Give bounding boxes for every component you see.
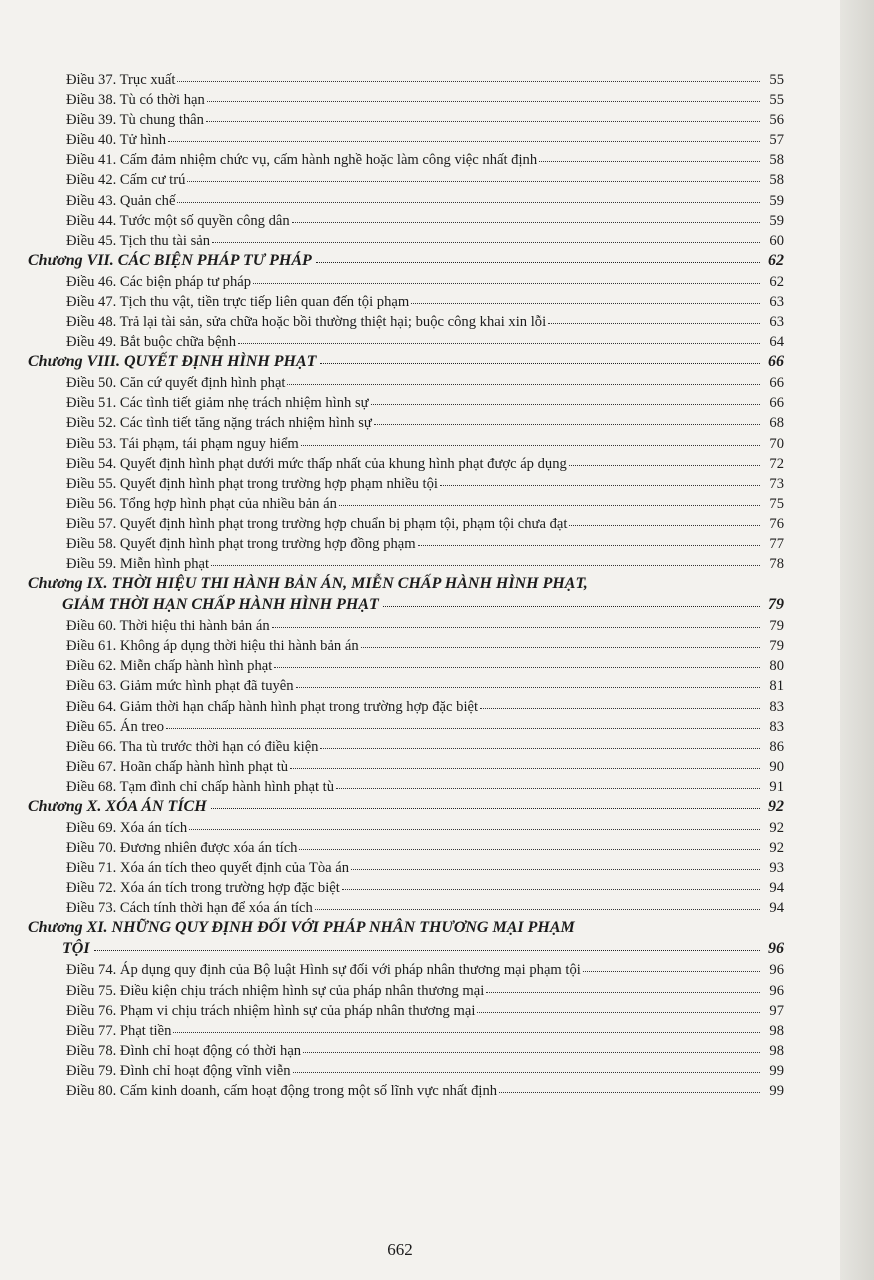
dot-leader [94, 950, 760, 951]
toc-entry[interactable] [28, 110, 784, 130]
toc-entry-label: Điều 79. Đình chỉ hoạt động vĩnh viễn [66, 1062, 291, 1079]
toc-entry-page: 66 [769, 395, 784, 412]
toc-entry-label: Điều 39. Tù chung thân [66, 112, 204, 129]
chapter-title: Chương VIII. QUYẾT ĐỊNH HÌNH PHẠT [28, 353, 317, 371]
chapter-title: Chương XI. NHỮNG QUY ĐỊNH ĐỐI VỚI PHÁP NHÂN THƯƠNG MẠI PHẠM [28, 919, 575, 937]
toc-entry-label: Điều 47. Tịch thu vật, tiền trực tiếp liên quan đến tội phạm [66, 293, 410, 310]
toc-entry-page: 79 [769, 618, 784, 635]
toc-entry[interactable] [28, 1041, 784, 1061]
toc-entry-page: 62 [769, 273, 784, 290]
toc-entry-label: Điều 67. Hoãn chấp hành hình phạt tù [66, 758, 289, 775]
toc-entry[interactable] [28, 1001, 784, 1021]
toc-chapter-9[interactable] [28, 574, 784, 616]
toc-entry-page: 60 [769, 232, 784, 249]
dot-leader [440, 485, 760, 486]
dot-leader [292, 222, 760, 223]
toc-entry[interactable] [28, 838, 784, 858]
dot-leader [342, 889, 760, 890]
toc-entry[interactable] [28, 150, 784, 170]
toc-entry[interactable] [28, 332, 784, 352]
dot-leader [418, 545, 760, 546]
toc-entry[interactable] [28, 292, 784, 312]
toc-entry-page: 98 [769, 1022, 784, 1039]
dot-leader [336, 788, 760, 789]
toc-entry-page: 75 [769, 495, 784, 512]
toc-entry-label: Điều 51. Các tình tiết giảm nhẹ trách nhiệm hình sự [66, 395, 369, 412]
toc-entry-page: 99 [769, 1062, 784, 1079]
toc-entry-page: 68 [769, 415, 784, 432]
toc-chapter-8[interactable] [28, 352, 784, 373]
toc-group-d [28, 616, 784, 797]
dot-leader [173, 1032, 760, 1033]
toc-entry-page: 80 [769, 658, 784, 675]
toc-entry[interactable] [28, 1081, 784, 1101]
toc-group-e [28, 818, 784, 918]
toc-entry-label: Điều 61. Không áp dụng thời hiệu thi hành bản án [66, 638, 359, 655]
dot-leader [187, 181, 760, 182]
toc-entry[interactable] [28, 858, 784, 878]
toc-entry[interactable] [28, 534, 784, 554]
dot-leader [371, 404, 760, 405]
toc-entry[interactable] [28, 494, 784, 514]
toc-entry-page: 86 [769, 738, 784, 755]
toc-group-a [28, 70, 784, 251]
dot-leader [206, 121, 760, 122]
toc-entry-label: Điều 49. Bắt buộc chữa bệnh [66, 334, 237, 351]
toc-entry[interactable] [28, 90, 784, 110]
toc-entry-label: Điều 57. Quyết định hình phạt trong trường hợp chuẩn bị phạm tội, phạm tội chưa đạt [66, 515, 568, 532]
toc-entry[interactable] [28, 777, 784, 797]
dot-leader [299, 849, 760, 850]
dot-leader [320, 748, 760, 749]
toc-entry-page: 96 [769, 962, 784, 979]
toc-entry-page: 73 [769, 475, 784, 492]
dot-leader [293, 1072, 760, 1073]
dot-leader [296, 687, 760, 688]
dot-leader [315, 909, 760, 910]
toc-entry-page: 63 [769, 314, 784, 331]
toc-chapter-10[interactable] [28, 797, 784, 818]
dot-leader [290, 768, 760, 769]
toc-entry-page: 92 [769, 820, 784, 836]
toc-entry-page: 83 [769, 698, 784, 715]
toc-entry[interactable] [28, 514, 784, 534]
dot-leader [583, 971, 760, 972]
dot-leader [207, 101, 760, 102]
toc-entry[interactable] [28, 70, 784, 90]
toc-entry-label: Điều 43. Quản chế [66, 192, 176, 209]
toc-entry[interactable] [28, 413, 784, 433]
toc-entry-label: Điều 60. Thời hiệu thi hành bản án [66, 618, 270, 635]
toc-entry-label: Điều 64. Giảm thời hạn chấp hành hình phạt trong trường hợp đặc biệt [66, 698, 479, 715]
toc-entry-page: 63 [769, 293, 784, 310]
toc-entry-page: 79 [769, 638, 784, 655]
toc-entry-label: Điều 41. Cấm đảm nhiệm chức vụ, cấm hành nghề hoặc làm công việc nhất định [66, 152, 538, 169]
toc-entry[interactable] [28, 1021, 784, 1041]
toc-entry[interactable] [28, 191, 784, 211]
toc-entry-label: Điều 68. Tạm đình chỉ chấp hành hình phạt tù [66, 778, 335, 795]
dot-leader [177, 81, 760, 82]
toc-entry[interactable] [28, 231, 784, 251]
toc-entry-page: 97 [769, 1002, 784, 1019]
toc-entry-label: Điều 75. Điều kiện chịu trách nhiệm hình sự của pháp nhân thương mại [66, 982, 485, 999]
toc-entry[interactable] [28, 898, 784, 918]
toc-chapter-11[interactable] [28, 918, 784, 960]
toc-entry-page: 76 [769, 515, 784, 532]
toc-entry[interactable] [28, 636, 784, 656]
toc-entry-page: 57 [769, 132, 784, 149]
dot-leader [374, 424, 760, 425]
toc-entry-label: Điều 65. Án treo [66, 718, 165, 735]
toc-group-b [28, 272, 784, 352]
toc-entry-page: 98 [769, 1042, 784, 1059]
toc-entry[interactable] [28, 130, 784, 150]
toc-entry-label: Điều 54. Quyết định hình phạt dưới mức thấp nhất của khung hình phạt được áp dụng [66, 455, 567, 472]
toc-entry-page: 78 [769, 556, 784, 573]
dot-leader [411, 303, 760, 304]
toc-entry[interactable] [28, 1061, 784, 1081]
toc-entry-label: Điều 74. Áp dụng quy định của Bộ luật Hình sự đối với pháp nhân thương mại phạm tội [66, 962, 581, 979]
dot-leader [351, 869, 760, 870]
dot-leader [274, 667, 760, 668]
toc-entry[interactable] [28, 454, 784, 474]
toc-entry-label: Điều 77. Phạt tiền [66, 1022, 172, 1039]
dot-leader [211, 565, 760, 566]
dot-leader [189, 829, 760, 830]
toc-entry-label: Điều 59. Miễn hình phạt [66, 556, 210, 573]
toc-entry[interactable] [28, 474, 784, 494]
toc-entry-label: Điều 45. Tịch thu tài sản [66, 232, 211, 249]
toc-entry-label: Điều 66. Tha tù trước thời hạn có điều kiện [66, 738, 319, 755]
toc-entry-page: 90 [769, 758, 784, 775]
dot-leader [339, 505, 760, 506]
toc-entry-label: Điều 72. Xóa án tích trong trường hợp đặc biệt [66, 880, 340, 897]
chapter-page: 66 [768, 353, 784, 371]
toc-entry-page: 59 [769, 212, 784, 229]
toc-entry[interactable] [28, 554, 784, 574]
dot-leader [303, 1052, 760, 1053]
dot-leader [499, 1092, 760, 1093]
toc-entry-page: 94 [769, 900, 784, 917]
dot-leader [211, 808, 760, 809]
toc-entry-page: 93 [769, 860, 784, 877]
toc-entry-page: 83 [769, 718, 784, 735]
dot-leader [486, 992, 760, 993]
toc-entry-label: Điều 80. Cấm kinh doanh, cấm hoạt động trong một số lĩnh vực nhất định [66, 1083, 498, 1100]
chapter-title-continued: GIẢM THỜI HẠN CHẤP HÀNH HÌNH PHẠT [62, 596, 379, 614]
toc-entry-page: 96 [769, 982, 784, 999]
chapter-title: Chương VII. CÁC BIỆN PHÁP TƯ PHÁP [28, 251, 312, 269]
toc-entry-label: Điều 38. Tù có thời hạn [66, 92, 205, 109]
dot-leader [383, 606, 760, 607]
toc-entry-label: Điều 52. Các tình tiết tăng nặng trách nhiệm hình sự [66, 415, 372, 432]
toc-entry[interactable] [28, 737, 784, 757]
toc-entry[interactable] [28, 393, 784, 413]
toc-entry[interactable] [28, 878, 784, 898]
toc-entry[interactable] [28, 373, 784, 393]
toc-entry-page: 58 [769, 172, 784, 189]
dot-leader [477, 1012, 760, 1013]
toc-entry[interactable] [28, 434, 784, 454]
toc-entry-label: Điều 76. Phạm vi chịu trách nhiệm hình sự của pháp nhân thương mại [66, 1002, 476, 1019]
dot-leader [361, 647, 760, 648]
table-of-contents [28, 70, 784, 1101]
toc-entry-label: Điều 56. Tổng hợp hình phạt của nhiều bản án [66, 495, 337, 512]
toc-entry[interactable] [28, 656, 784, 676]
toc-entry-label: Điều 53. Tái phạm, tái phạm nguy hiểm [66, 435, 299, 452]
toc-chapter-7[interactable] [28, 251, 784, 272]
page-edge-shadow [840, 0, 874, 1280]
toc-entry-page: 66 [769, 375, 784, 392]
chapter-page: 92 [768, 798, 784, 815]
chapter-title-continued: TỘI [62, 940, 90, 958]
page-number: 662 [387, 1240, 413, 1259]
toc-entry-page: 56 [769, 112, 784, 129]
toc-entry-label: Điều 48. Trả lại tài sản, sửa chữa hoặc bồi thường thiệt hại; buộc công khai xin lỗi [66, 314, 547, 331]
toc-entry-label: Điều 40. Tử hình [66, 132, 167, 149]
toc-group-c [28, 373, 784, 574]
chapter-page: 96 [768, 940, 784, 958]
toc-entry-label: Điều 55. Quyết định hình phạt trong trường hợp phạm nhiều tội [66, 475, 438, 492]
dot-leader [569, 525, 760, 526]
dot-leader [287, 384, 760, 385]
toc-entry-page: 92 [769, 840, 784, 857]
chapter-page: 62 [768, 251, 784, 269]
toc-entry-page: 59 [769, 192, 784, 209]
toc-entry[interactable] [28, 717, 784, 737]
chapter-title: Chương IX. THỜI HIỆU THI HÀNH BẢN ÁN, MIỄN CHẤP HÀNH HÌNH PHẠT, [28, 575, 588, 593]
dot-leader [253, 283, 760, 284]
chapter-title: Chương X. XÓA ÁN TÍCH [28, 798, 207, 815]
toc-entry-label: Điều 78. Đình chỉ hoạt động có thời hạn [66, 1042, 302, 1059]
dot-leader [539, 161, 760, 162]
toc-entry-label: Điều 70. Đương nhiên được xóa án tích [66, 840, 298, 857]
chapter-page: 79 [768, 596, 784, 614]
toc-entry[interactable] [28, 960, 784, 980]
toc-entry-page: 58 [769, 152, 784, 169]
toc-entry-page: 99 [769, 1083, 784, 1100]
dot-leader [272, 627, 760, 628]
toc-entry-label: Điều 71. Xóa án tích theo quyết định của Tòa án [66, 860, 350, 877]
toc-entry-label: Điều 63. Giảm mức hình phạt đã tuyên [66, 678, 294, 695]
toc-entry-label: Điều 50. Căn cứ quyết định hình phạt [66, 375, 286, 392]
dot-leader [301, 445, 760, 446]
toc-entry-page: 64 [769, 334, 784, 351]
dot-leader [177, 202, 760, 203]
toc-entry[interactable] [28, 818, 784, 838]
dot-leader [320, 363, 760, 364]
toc-group-f [28, 960, 784, 1101]
dot-leader [548, 323, 760, 324]
toc-entry[interactable] [28, 170, 784, 190]
toc-entry-label: Điều 42. Cấm cư trú [66, 172, 186, 189]
toc-entry-label: Điều 44. Tước một số quyền công dân [66, 212, 290, 229]
toc-entry-label: Điều 62. Miễn chấp hành hình phạt [66, 658, 273, 675]
toc-entry[interactable] [28, 616, 784, 636]
toc-entry-label: Điều 46. Các biện pháp tư pháp [66, 273, 252, 290]
toc-entry-label: Điều 69. Xóa án tích [66, 820, 188, 836]
toc-entry-label: Điều 37. Trục xuất [66, 72, 176, 88]
dot-leader [316, 262, 760, 263]
dot-leader [480, 708, 760, 709]
toc-entry-page: 55 [769, 92, 784, 109]
toc-entry-page: 70 [769, 435, 784, 452]
toc-entry[interactable] [28, 272, 784, 292]
dot-leader [166, 728, 760, 729]
toc-entry[interactable] [28, 211, 784, 231]
dot-leader [168, 141, 760, 142]
toc-entry-page: 72 [769, 455, 784, 472]
dot-leader [212, 242, 760, 243]
toc-entry-page: 94 [769, 880, 784, 897]
dot-leader [238, 343, 760, 344]
toc-entry-page: 81 [769, 678, 784, 695]
toc-entry-page: 91 [769, 778, 784, 795]
toc-entry-label: Điều 58. Quyết định hình phạt trong trường hợp đồng phạm [66, 535, 416, 552]
toc-entry[interactable] [28, 757, 784, 777]
toc-entry[interactable] [28, 312, 784, 332]
toc-entry-page: 55 [769, 72, 784, 88]
toc-entry-page: 77 [769, 535, 784, 552]
dot-leader [569, 465, 760, 466]
toc-entry-label: Điều 73. Cách tính thời hạn để xóa án tích [66, 900, 313, 917]
toc-entry[interactable] [28, 697, 784, 717]
toc-entry[interactable] [28, 981, 784, 1001]
toc-entry[interactable] [28, 676, 784, 696]
